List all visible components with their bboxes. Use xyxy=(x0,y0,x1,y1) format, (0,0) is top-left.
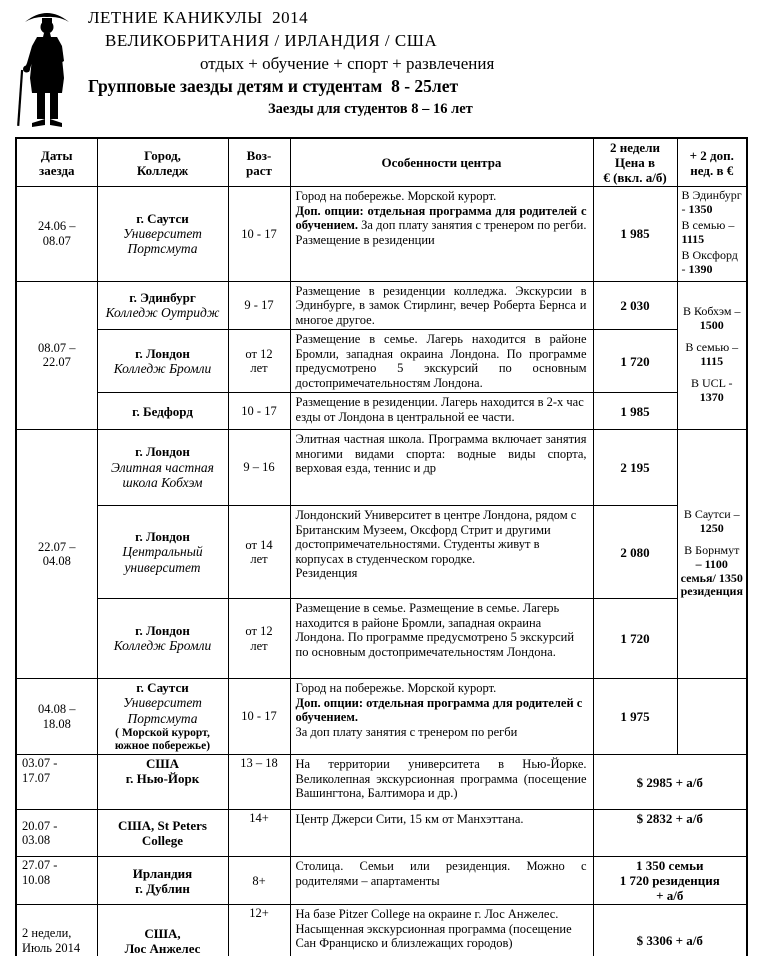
col-header-age: Воз- раст xyxy=(228,138,290,187)
features-cell: Элитная частная школа. Программа включает занятия многими видами спорта: водные виды спорта, верховая езда, теннис и др xyxy=(290,430,593,506)
extra-option-label: В UCL - xyxy=(690,375,733,390)
price-cell: 1 720 xyxy=(593,330,677,393)
col-header-city: Город, Колледж xyxy=(97,138,228,187)
age-cell: 10 - 17 xyxy=(228,187,290,281)
table-row xyxy=(16,679,747,755)
table-row xyxy=(16,810,747,857)
extra-option-price: 1115 xyxy=(700,353,724,368)
city-cell xyxy=(97,281,228,330)
city-name: Ирландия г. Дублин xyxy=(132,865,193,896)
extra-weeks-cell xyxy=(677,430,747,679)
city-name: США г. Нью-Йорк xyxy=(125,756,200,787)
city-name: США, Лос Анжелес xyxy=(124,925,201,956)
table-row xyxy=(16,430,747,506)
city-note: ( Морской курорт, южное побережье) xyxy=(114,726,211,752)
subtitle-group-tours: Групповые заезды детям и студентам 8 - 25лет xyxy=(88,76,459,96)
features-text: За доп плату занятия с тренером по регби xyxy=(295,724,518,739)
extra-option-label: В Оксфорд - xyxy=(681,247,738,276)
features-cell: Размещение в семье. Лагерь находится в районе Бромли, западная окраина Лондона. По программе предусмотрено 5 экскурсий по основным достопримечательностям Лондона. xyxy=(290,330,593,393)
dates-cell: 24.06 – 08.07 xyxy=(16,187,97,281)
extra-option-label: В Саутси – xyxy=(683,506,740,521)
features-text: За доп плату занятия с тренером по регби. Размещение в резиденции xyxy=(295,218,587,247)
city-name: г. Бедфорд xyxy=(132,403,193,419)
features-cell xyxy=(290,679,593,755)
city-name: г. Саутси xyxy=(136,210,189,226)
college-name: Колледж Бромли xyxy=(113,360,212,376)
city-name: г. Лондон xyxy=(135,623,190,639)
features-cell xyxy=(290,187,593,281)
tours-table xyxy=(15,137,748,956)
college-name: Колледж Бромли xyxy=(113,638,212,654)
extra-weeks-cell xyxy=(677,281,747,430)
city-cell xyxy=(97,905,228,956)
city-name: г. Эдинбург xyxy=(129,290,196,306)
dates-cell: 2 недели, Июль 2014 xyxy=(16,905,97,956)
extra-option-price: 1250 xyxy=(699,520,724,535)
extra-option-price: 1390 xyxy=(688,261,713,276)
extra-option-label: В Эдинбург - xyxy=(681,188,742,217)
city-cell xyxy=(97,330,228,393)
age-cell: 10 - 17 xyxy=(228,679,290,755)
age-cell: 9 - 17 xyxy=(228,281,290,330)
age-cell: 10 - 17 xyxy=(228,393,290,430)
price-cell: 1 985 xyxy=(593,393,677,430)
price-cell: 1 975 xyxy=(593,679,677,755)
features-cell: Размещение в семье. Размещение в семье. Лагерь находится в районе Бромли, западная окраина Лондона. По программе предусмотрено 5 экскурсий по основным достопримечательностям Лондона. xyxy=(290,599,593,679)
age-cell: 14+ xyxy=(228,810,290,857)
title-countries: ВЕЛИКОБРИТАНИЯ / ИРЛАНДИЯ / США xyxy=(105,31,438,50)
dates-cell: 03.07 - 17.07 xyxy=(16,755,97,810)
city-name: г. Саутси xyxy=(136,680,189,696)
age-cell: 8+ xyxy=(228,857,290,905)
features-cell: На территории университета в Нью-Йорке. Великолепная экскурсионная программа (посещение Вашингтона, Балтимора и др.) xyxy=(290,755,593,810)
price-cell: $ 2832 + а/б xyxy=(593,810,747,857)
city-name: США, St Peters College xyxy=(117,818,207,849)
features-cell: Столица. Семьи или резиденция. Можно с родителями – апартаменты xyxy=(290,857,593,905)
city-cell xyxy=(97,187,228,281)
price-cell: 2 030 xyxy=(593,281,677,330)
features-cell: Размещение в резиденции колледжа. Экскурсии в Эдинбурге, в замок Стирлинг, вечер Роберта Бернса и многое другое. xyxy=(290,281,593,330)
dates-cell: 04.08 – 18.08 xyxy=(16,679,97,755)
col-header-price: 2 недели Цена в € (вкл. а/б) xyxy=(593,138,677,187)
table-row xyxy=(16,905,747,956)
table-row xyxy=(16,393,747,430)
college-name: Центральный университет xyxy=(122,544,203,575)
features-bold-text: Доп. опции: отдельная программа для родителей с обучением. xyxy=(295,695,583,725)
city-cell xyxy=(97,755,228,810)
college-name: Элитная частная школа Кобхэм xyxy=(111,459,214,491)
table-row xyxy=(16,281,747,330)
city-cell xyxy=(97,599,228,679)
features-text: Город на побережье. Морской курорт. xyxy=(295,681,497,696)
city-name: г. Лондон xyxy=(135,528,190,544)
city-cell xyxy=(97,506,228,599)
subtitle-activities: отдых + обучение + спорт + развлечения xyxy=(200,54,495,73)
city-cell xyxy=(97,810,228,857)
extra-option-price: 1350 xyxy=(688,202,713,217)
price-cell: 1 350 семьи 1 720 резиденция + а/б xyxy=(593,857,747,905)
price-cell: $ 3306 + а/б xyxy=(593,905,747,956)
extra-option-label: В Кобхэм – xyxy=(682,304,741,319)
table-row xyxy=(16,506,747,599)
college-name: Колледж Оутридж xyxy=(105,305,220,321)
title-summer-holidays: ЛЕТНИЕ КАНИКУЛЫ 2014 xyxy=(88,8,309,27)
table-row xyxy=(16,187,747,281)
city-cell xyxy=(97,430,228,506)
table-row xyxy=(16,330,747,393)
extra-option-price: 1370 xyxy=(699,389,724,404)
city-cell xyxy=(97,857,228,905)
features-text: Город на побережье. Морской курорт. xyxy=(295,189,497,204)
college-name: Университет Портсмута xyxy=(123,695,202,726)
city-name: г. Лондон xyxy=(135,444,190,460)
price-cell: 1 720 xyxy=(593,599,677,679)
col-header-extra-weeks: + 2 доп. нед. в € xyxy=(677,138,747,187)
extra-option-price: 1115 xyxy=(681,231,705,246)
age-cell: 13 – 18 xyxy=(228,755,290,810)
dates-cell: 08.07 – 22.07 xyxy=(16,281,97,430)
extra-weeks-cell xyxy=(677,187,747,281)
dates-cell: 22.07 – 04.08 xyxy=(16,430,97,679)
age-cell: от 12 лет xyxy=(228,330,290,393)
features-bold-text: Доп. опции: отдельная программа для родителей с обучением. xyxy=(295,203,587,233)
price-cell: $ 2985 + а/б xyxy=(593,755,747,810)
features-cell: На базе Pitzer College на окраине г. Лос Анжелес. Насыщенная экскурсионная программа (посещение Сан Франциско и близлежащих городов) xyxy=(290,905,593,956)
extra-weeks-cell-empty xyxy=(677,679,747,755)
age-cell: 9 – 16 xyxy=(228,430,290,506)
extra-option-price: 1500 xyxy=(699,318,724,333)
city-name: г. Лондон xyxy=(135,345,190,361)
subtitle-students-8-16: Заезды для студентов 8 – 16 лет xyxy=(268,101,473,117)
price-cell: 1 985 xyxy=(593,187,677,281)
price-cell: 2 195 xyxy=(593,430,677,506)
city-cell xyxy=(97,679,228,755)
table-row xyxy=(16,599,747,679)
man-in-tricorn-hat-logo-icon xyxy=(12,6,82,131)
age-cell: 12+ xyxy=(228,905,290,956)
age-cell: от 14 лет xyxy=(228,506,290,599)
city-cell xyxy=(97,393,228,430)
age-cell: от 12 лет xyxy=(228,599,290,679)
price-cell: 2 080 xyxy=(593,506,677,599)
extra-option-label: В Борнмут xyxy=(684,542,740,557)
table-header-row xyxy=(16,138,747,187)
features-cell: Лондонский Университет в центре Лондона, рядом с Британским Музеем, Оксфорд Стрит и другими достопримечательностями. Студенты живут в корпусах в студенческом городке. Резиденция xyxy=(290,506,593,599)
college-name: Университет Портсмута xyxy=(123,225,202,257)
col-header-dates: Даты заезда xyxy=(16,138,97,187)
table-row xyxy=(16,857,747,905)
dates-cell: 20.07 - 03.08 xyxy=(16,810,97,857)
extra-option-label: В семью – xyxy=(681,218,735,233)
dates-cell: 27.07 - 10.08 xyxy=(16,857,97,905)
extra-option-label: В семью – xyxy=(685,340,739,355)
col-header-features: Особенности центра xyxy=(290,138,593,187)
features-cell: Центр Джерси Сити, 15 км от Манхэттана. xyxy=(290,810,593,857)
extra-option-price: – 1100 семья/ 1350 резиденция xyxy=(680,556,743,599)
features-cell: Размещение в резиденции. Лагерь находится в 2-х час езды от Лондона в центральной ее части. xyxy=(290,393,593,430)
table-row xyxy=(16,755,747,810)
